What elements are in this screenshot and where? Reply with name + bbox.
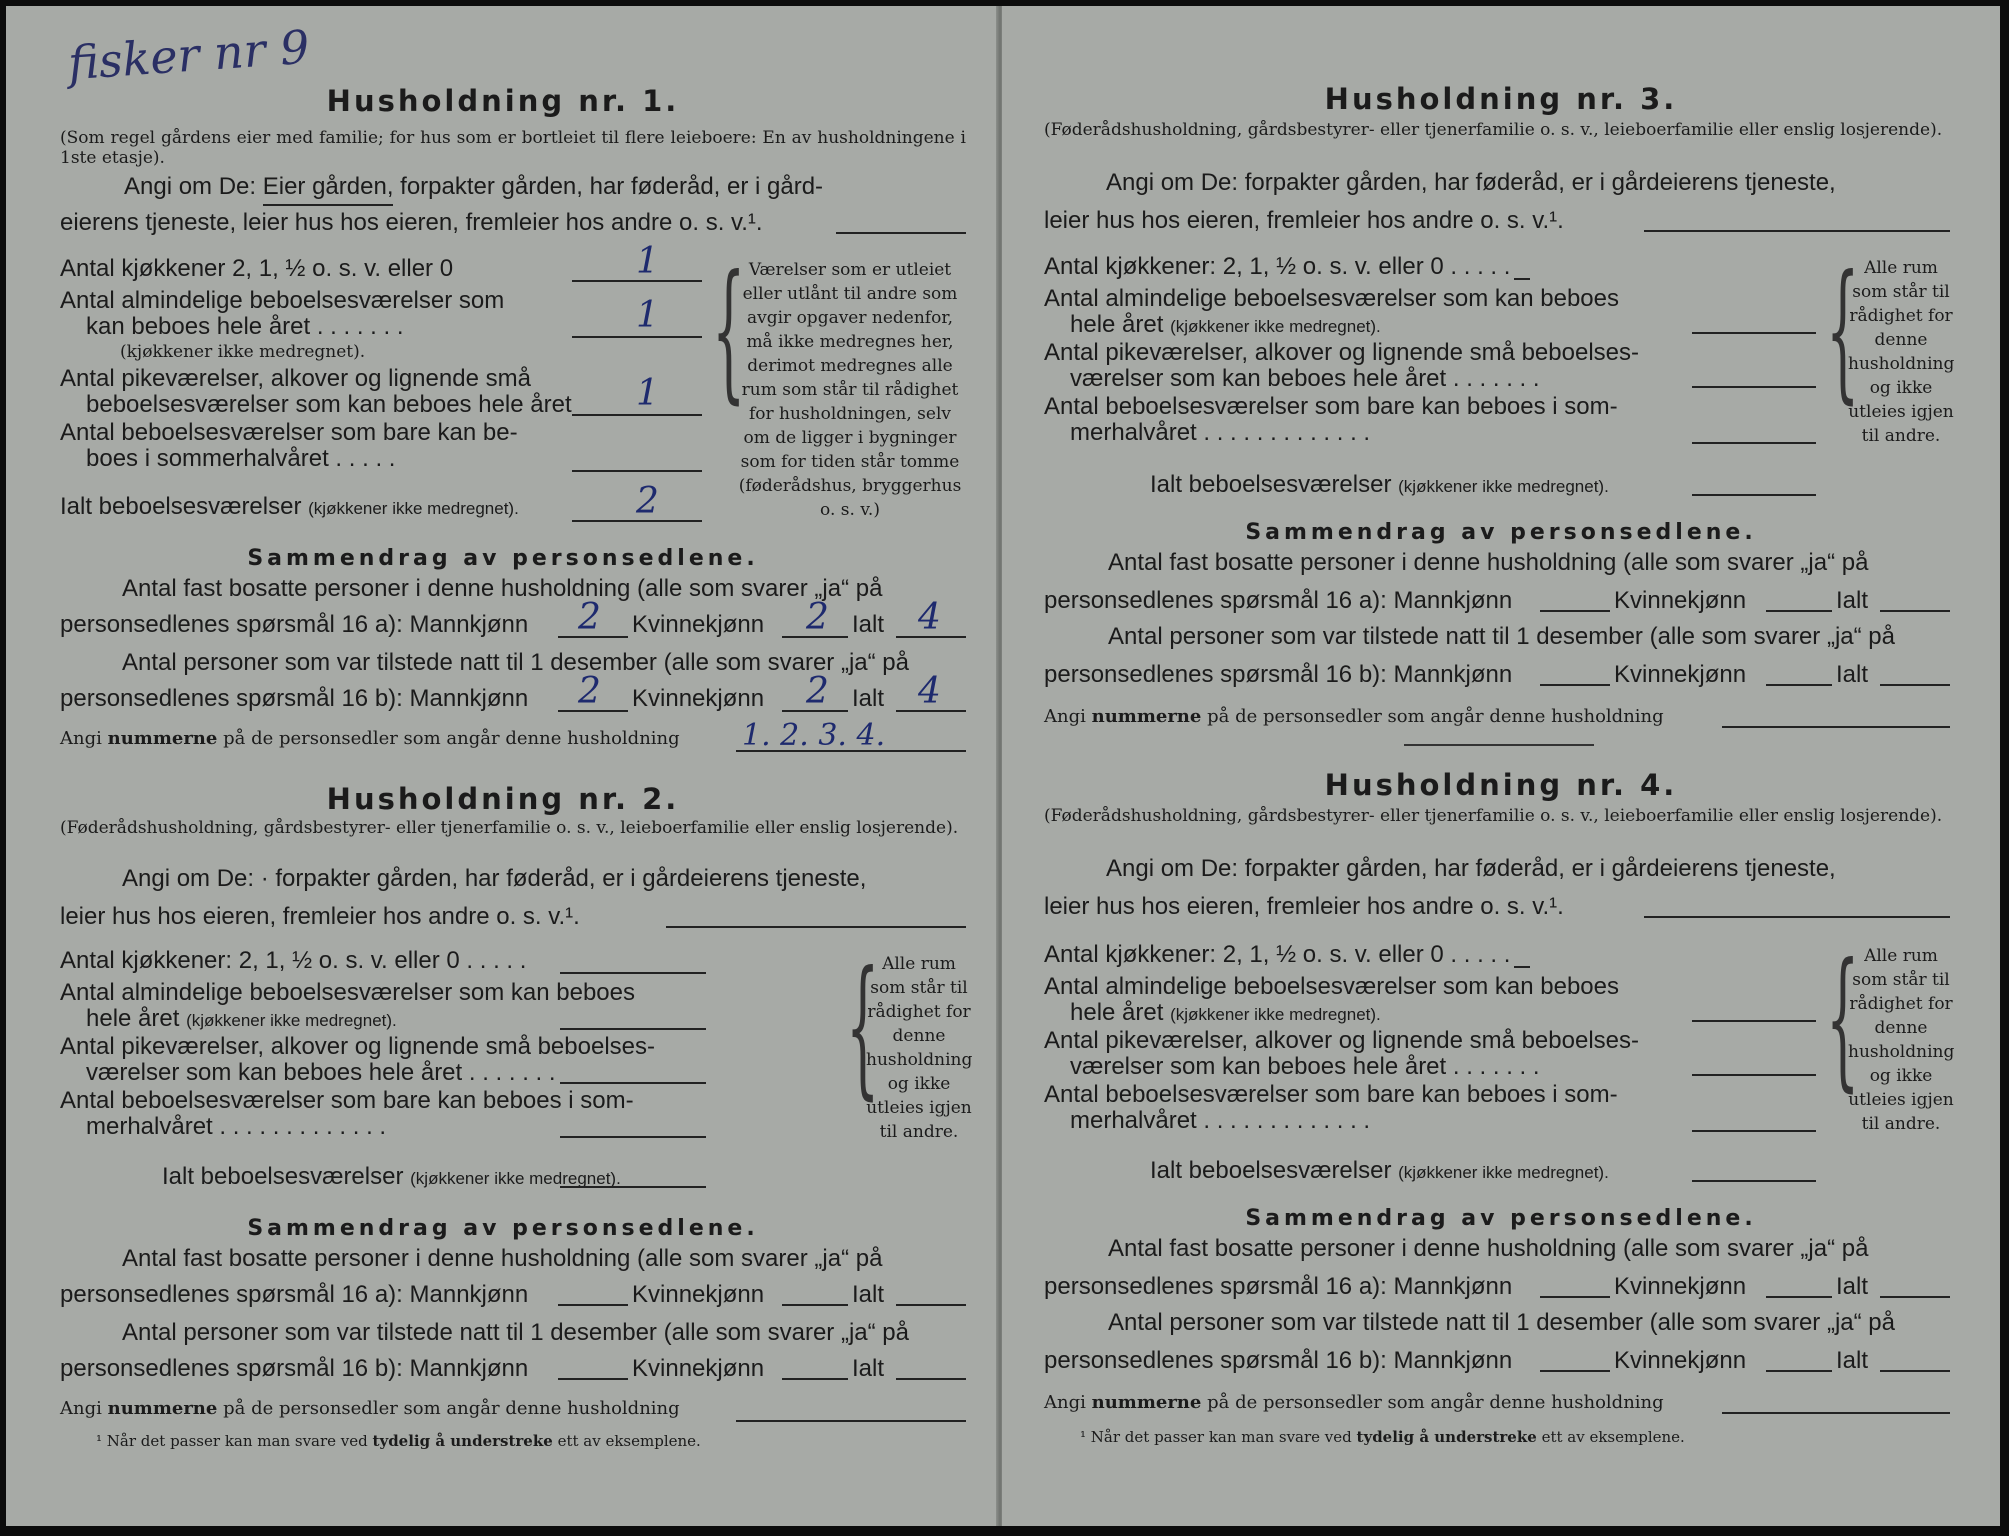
h1-angi-line1 <box>124 170 823 206</box>
h4-nummer-c: på de personsedler som angår denne husholdning <box>1207 1392 1664 1413</box>
h2-rooms-label-2b: (kjøkkener ikke medregnet). <box>186 1011 397 1030</box>
h1-fast-t-value: 4 <box>918 597 941 638</box>
h4-tilst-line2: personsedlenes spørsmål 16 b): Mannkjønn <box>1044 1347 1513 1374</box>
h3-maid-label-1: Antal pikeværelser, alkover og lignende små beboelses- <box>1044 339 1639 366</box>
h4-tilst-ialt-label: Ialt <box>1836 1347 1869 1374</box>
h4-fast-k-line <box>1766 1296 1832 1298</box>
h2-nummer-line <box>60 1398 680 1419</box>
h2-fast-k-line <box>782 1304 848 1306</box>
h1-tilst-kvinne-label: Kvinnekjønn <box>632 685 765 712</box>
h3-total-note: (kjøkkener ikke medregnet). <box>1398 477 1609 496</box>
h1-kitchens-label: Antal kjøkkener 2, 1, ½ o. s. v. eller 0 <box>60 255 454 282</box>
h2-kitchens-line <box>560 972 706 974</box>
h3-summer-line <box>1692 442 1816 444</box>
h4-kitchens-line <box>1514 966 1530 968</box>
h3-tilst-m-line <box>1540 684 1610 686</box>
h4-summary-title: Sammendrag av personsedlene. <box>1245 1206 1757 1231</box>
h4-rooms-label-2a: hele året <box>1070 999 1164 1026</box>
h3-tilst-line1: Antal personer som var tilstede natt til 1 desember (alle som svarer „ja“ på <box>1108 623 1895 650</box>
h2-nummer-line-fill <box>736 1420 966 1422</box>
h2-tilst-ialt-label: Ialt <box>852 1355 885 1382</box>
h4-angi-line1: Angi om De: forpakter gården, har føderåd, er i gårdeierens tjeneste, <box>1106 855 1836 882</box>
h1-total-text: Ialt beboelsesværelser <box>60 493 302 520</box>
left-page <box>6 6 1000 1526</box>
h3-fast-line2: personsedlenes spørsmål 16 a): Mannkjønn <box>1044 587 1513 614</box>
h2-fast-line1: Antal fast bosatte personer i denne husholdning (alle som svarer „ja“ på <box>122 1245 883 1272</box>
h1-angi-line-fill <box>836 232 966 234</box>
h1-total-note: (kjøkkener ikke medregnet). <box>308 499 519 518</box>
h1-nummer-c: på de personsedler som angår denne husholdning <box>223 728 680 749</box>
h2-summer-label-1: Antal beboelsesværelser som bare kan beboes i som- <box>60 1087 634 1114</box>
h4-nummer-line <box>1044 1392 1664 1413</box>
h2-tilst-m-line <box>558 1378 628 1380</box>
h4-footnote-b: tydelig å understreke <box>1356 1428 1537 1446</box>
h4-brace: { <box>1826 932 1860 1106</box>
h1-rooms-label-3: (kjøkkener ikke medregnet). <box>120 342 366 362</box>
h2-angi-line-fill <box>666 926 966 928</box>
h1-rooms-label-2: kan beboes hele året . . . . . . . <box>86 313 404 340</box>
h2-total-line <box>560 1186 706 1188</box>
h3-fast-line1: Antal fast bosatte personer i denne husholdning (alle som svarer „ja“ på <box>1108 549 1869 576</box>
h2-maid-line <box>560 1082 706 1084</box>
h2-nummer-c: på de personsedler som angår denne husholdning <box>223 1398 680 1419</box>
h3-tilst-kvinne-label: Kvinnekjønn <box>1614 661 1747 688</box>
h3-tilst-k-line <box>1766 684 1832 686</box>
h1-summer-label-2: boes i sommerhalvåret . . . . . <box>86 445 396 472</box>
h1-fast-ialt-label: Ialt <box>852 611 885 638</box>
h1-rooms-line <box>572 336 702 338</box>
h3-rooms-label-2a: hele året <box>1070 311 1164 338</box>
h4-rooms-label-2b: (kjøkkener ikke medregnet). <box>1170 1005 1381 1024</box>
h1-tilst-ialt-label: Ialt <box>852 685 885 712</box>
h1-angi-selected: Eier gården, <box>263 170 394 206</box>
h3-fast-t-line <box>1880 610 1950 612</box>
h2-summer-line <box>560 1136 706 1138</box>
h4-nummer-b: nummerne <box>1091 1392 1202 1413</box>
h3-rooms-line <box>1692 332 1816 334</box>
h2-footnote-c: ett av eksemplene. <box>557 1432 701 1450</box>
h1-summer-line <box>572 470 702 472</box>
h3-total-text: Ialt beboelsesværelser <box>1150 471 1392 498</box>
h4-tilst-k-line <box>1766 1370 1832 1372</box>
h1-nummer-line <box>60 728 680 749</box>
h1-total-label <box>60 494 519 522</box>
h3-nummer-c: på de personsedler som angår denne husholdning <box>1207 706 1664 727</box>
h3-rooms-label-1: Antal almindelige beboelsesværelser som kan beboes <box>1044 285 1619 312</box>
h4-maid-line <box>1692 1074 1816 1076</box>
h1-summer-label-1: Antal beboelsesværelser som bare kan be- <box>60 419 518 446</box>
h4-maid-label-2: værelser som kan beboes hele året . . . . . . . <box>1070 1053 1540 1080</box>
h3-fast-k-line <box>1766 610 1832 612</box>
h1-angi-prefix: Angi om De: <box>124 173 257 200</box>
h4-kitchens-label: Antal kjøkkener: 2, 1, ½ o. s. v. eller 0 . . . . . <box>1044 941 1511 968</box>
h3-nummer-a: Angi <box>1044 706 1086 727</box>
h4-summer-label-1: Antal beboelsesværelser som bare kan beboes i som- <box>1044 1081 1618 1108</box>
h4-footnote-c: ett av eksemplene. <box>1541 1428 1685 1446</box>
h1-nummer-value: 1. 2. 3. 4. <box>742 718 886 753</box>
h1-nummer-b: nummerne <box>107 728 218 749</box>
h3-tilst-line2: personsedlenes spørsmål 16 b): Mannkjønn <box>1044 661 1513 688</box>
section-divider <box>1404 744 1594 746</box>
h2-nummer-b: nummerne <box>107 1398 218 1419</box>
h4-summer-label-2: merhalvåret . . . . . . . . . . . . . <box>1070 1107 1371 1134</box>
h2-tilst-line1: Antal personer som var tilstede natt til 1 desember (alle som svarer „ja“ på <box>122 1319 909 1346</box>
h2-rooms-label-2a: hele året <box>86 1005 180 1032</box>
h4-maid-label-1: Antal pikeværelser, alkover og lignende små beboelses- <box>1044 1027 1639 1054</box>
h3-total-line <box>1692 494 1816 496</box>
h2-rooms-label-2 <box>86 1006 397 1034</box>
h1-tilst-k-value: 2 <box>806 671 829 712</box>
h2-footnote-a: ¹ Når det passer kan man svare ved <box>96 1432 368 1450</box>
h2-tilst-kvinne-label: Kvinnekjønn <box>632 1355 765 1382</box>
h1-angi-line2: eierens tjeneste, leier hus hos eieren, fremleier hos andre o. s. v.¹. <box>60 209 763 236</box>
h4-angi-line-fill <box>1644 916 1950 918</box>
h1-summary-title: Sammendrag av personsedlene. <box>247 546 759 571</box>
h2-title: Husholdning nr. 2. <box>326 782 680 816</box>
h4-nummer-line-fill <box>1722 1412 1950 1414</box>
h3-rooms-label-2b: (kjøkkener ikke medregnet). <box>1170 317 1381 336</box>
h1-fast-kvinne-label: Kvinnekjønn <box>632 611 765 638</box>
h1-angi-rest: forpakter gården, har føderåd, er i gård- <box>400 173 824 200</box>
h4-fast-line2: personsedlenes spørsmål 16 a): Mannkjønn <box>1044 1273 1513 1300</box>
h3-summer-label-1: Antal beboelsesværelser som bare kan beboes i som- <box>1044 393 1618 420</box>
h3-nummer-line-fill <box>1722 726 1950 728</box>
h1-fast-m-value: 2 <box>578 597 601 638</box>
h3-subtitle: (Føderådshusholdning, gårdsbestyrer- eller tjenerfamilie o. s. v., leieboerfamilie eller enslig losjerende). <box>1044 120 1943 140</box>
h3-brace-note: Alle rum som står til rådighet for denne husholdning og ikke utleies igjen til andre. <box>1848 258 1955 446</box>
h4-fast-ialt-label: Ialt <box>1836 1273 1869 1300</box>
h2-total-note: (kjøkkener ikke medregnet). <box>410 1169 621 1188</box>
h4-total-text: Ialt beboelsesværelser <box>1150 1157 1392 1184</box>
h4-total-line <box>1692 1180 1816 1182</box>
h3-tilst-t-line <box>1880 684 1950 686</box>
h3-angi-line-fill <box>1644 230 1950 232</box>
h2-fast-kvinne-label: Kvinnekjønn <box>632 1281 765 1308</box>
h2-summer-label-2: merhalvåret . . . . . . . . . . . . . <box>86 1113 387 1140</box>
h2-fast-t-line <box>896 1304 966 1306</box>
h1-brace-note: Værelser som er utleiet eller utlånt til andre som avgir opgaver nedenfor, må ikke medregnes her, derimot medregnes alle rum som står til rådighet for husholdningen, selv om de ligger i bygninger som for tiden står tomme (føderådshus, bryggerhus o. s. v.) <box>738 260 962 520</box>
h3-fast-kvinne-label: Kvinnekjønn <box>1614 587 1747 614</box>
h1-maid-label-2: beboelsesværelser som kan beboes hele året <box>86 391 572 418</box>
h3-kitchens-line <box>1514 278 1530 280</box>
h4-rooms-label-2 <box>1070 1000 1381 1028</box>
h4-footnote <box>1080 1428 1685 1446</box>
h1-subtitle: (Som regel gårdens eier med familie; for hus som er bortleiet til flere leieboere: En av husholdningene i 1ste etasje). <box>60 128 966 168</box>
h2-brace-note: Alle rum som står til rådighet for denne husholdning og ikke utleies igjen til andre. <box>866 954 973 1142</box>
h3-maid-line <box>1692 386 1816 388</box>
h4-total-note: (kjøkkener ikke medregnet). <box>1398 1163 1609 1182</box>
handwritten-stamp: fisker nr 9 <box>66 19 312 91</box>
h3-summer-label-2: merhalvåret . . . . . . . . . . . . . <box>1070 419 1371 446</box>
h2-footnote <box>96 1432 701 1450</box>
h4-title: Husholdning nr. 4. <box>1324 768 1678 802</box>
h3-title: Husholdning nr. 3. <box>1324 82 1678 116</box>
h3-summary-title: Sammendrag av personsedlene. <box>1245 520 1757 545</box>
h1-rooms-label-1: Antal almindelige beboelsesværelser som <box>60 287 505 314</box>
h4-fast-m-line <box>1540 1296 1610 1298</box>
h4-angi-line2: leier hus hos eieren, fremleier hos andre o. s. v.¹. <box>1044 893 1564 920</box>
h2-angi-line1: Angi om De: · forpakter gården, har føderåd, er i gårdeierens tjeneste, <box>122 865 867 892</box>
h3-nummer-line <box>1044 706 1664 727</box>
h2-nummer-a: Angi <box>60 1398 102 1419</box>
h4-fast-t-line <box>1880 1296 1950 1298</box>
h2-total-text: Ialt beboelsesværelser <box>162 1163 404 1190</box>
h1-rooms-value: 1 <box>636 295 659 336</box>
h4-tilst-m-line <box>1540 1370 1610 1372</box>
h2-fast-line2: personsedlenes spørsmål 16 a): Mannkjønn <box>60 1281 529 1308</box>
h4-tilst-line1: Antal personer som var tilstede natt til 1 desember (alle som svarer „ja“ på <box>1108 1309 1895 1336</box>
h4-rooms-line <box>1692 1020 1816 1022</box>
h4-fast-kvinne-label: Kvinnekjønn <box>1614 1273 1747 1300</box>
h2-brace: { <box>846 940 880 1114</box>
h2-rooms-line <box>560 1028 706 1030</box>
h2-fast-m-line <box>558 1304 628 1306</box>
h3-nummer-b: nummerne <box>1091 706 1202 727</box>
h3-angi-line1: Angi om De: forpakter gården, har føderåd, er i gårdeierens tjeneste, <box>1106 169 1836 196</box>
h1-maid-value: 1 <box>636 373 659 414</box>
h1-tilst-line1: Antal personer som var tilstede natt til 1 desember (alle som svarer „ja“ på <box>122 649 909 676</box>
h3-tilst-ialt-label: Ialt <box>1836 661 1869 688</box>
h1-maid-label-1: Antal pikeværelser, alkover og lignende små <box>60 365 531 392</box>
h2-maid-label-2: værelser som kan beboes hele året . . . . . . . <box>86 1059 556 1086</box>
h2-fast-ialt-label: Ialt <box>852 1281 885 1308</box>
h2-tilst-k-line <box>782 1378 848 1380</box>
h4-total-label <box>1150 1158 1609 1186</box>
h2-tilst-t-line <box>896 1378 966 1380</box>
h2-subtitle: (Føderådshusholdning, gårdsbestyrer- eller tjenerfamilie o. s. v., leieboerfamilie eller enslig losjerende). <box>60 818 959 838</box>
h2-angi-line2: leier hus hos eieren, fremleier hos andre o. s. v.¹. <box>60 903 580 930</box>
h4-nummer-a: Angi <box>1044 1392 1086 1413</box>
h3-total-label <box>1150 472 1609 500</box>
h3-fast-ialt-label: Ialt <box>1836 587 1869 614</box>
h2-rooms-label-1: Antal almindelige beboelsesværelser som kan beboes <box>60 979 635 1006</box>
h4-footnote-a: ¹ Når det passer kan man svare ved <box>1080 1428 1352 1446</box>
h2-total-label <box>162 1164 621 1192</box>
h1-fast-line1: Antal fast bosatte personer i denne husholdning (alle som svarer „ja“ på <box>122 575 883 602</box>
h1-tilst-t-value: 4 <box>918 671 941 712</box>
h1-title: Husholdning nr. 1. <box>326 84 680 118</box>
h1-total-value: 2 <box>636 481 659 522</box>
h2-footnote-b: tydelig å understreke <box>372 1432 553 1450</box>
h1-brace: { <box>712 244 746 418</box>
h2-summary-title: Sammendrag av personsedlene. <box>247 1216 759 1241</box>
h1-kitchens-value: 1 <box>636 241 659 282</box>
h3-brace: { <box>1826 244 1860 418</box>
h4-fast-line1: Antal fast bosatte personer i denne husholdning (alle som svarer „ja“ på <box>1108 1235 1869 1262</box>
h4-brace-note: Alle rum som står til rådighet for denne husholdning og ikke utleies igjen til andre. <box>1848 946 1955 1134</box>
h4-tilst-kvinne-label: Kvinnekjønn <box>1614 1347 1747 1374</box>
h1-fast-line2: personsedlenes spørsmål 16 a): Mannkjønn <box>60 611 529 638</box>
h2-maid-label-1: Antal pikeværelser, alkover og lignende små beboelses- <box>60 1033 655 1060</box>
h4-rooms-label-1: Antal almindelige beboelsesværelser som kan beboes <box>1044 973 1619 1000</box>
h4-summer-line <box>1692 1130 1816 1132</box>
h3-fast-m-line <box>1540 610 1610 612</box>
h2-kitchens-label: Antal kjøkkener: 2, 1, ½ o. s. v. eller 0 . . . . . <box>60 947 527 974</box>
h1-fast-k-value: 2 <box>806 597 829 638</box>
right-page <box>1002 6 2000 1526</box>
h1-tilst-m-value: 2 <box>578 671 601 712</box>
h1-maid-line <box>572 414 702 416</box>
h3-maid-label-2: værelser som kan beboes hele året . . . . . . . <box>1070 365 1540 392</box>
h3-kitchens-label: Antal kjøkkener: 2, 1, ½ o. s. v. eller 0 . . . . . <box>1044 253 1511 280</box>
h1-tilst-line2: personsedlenes spørsmål 16 b): Mannkjønn <box>60 685 529 712</box>
h2-tilst-line2: personsedlenes spørsmål 16 b): Mannkjønn <box>60 1355 529 1382</box>
h4-tilst-t-line <box>1880 1370 1950 1372</box>
h1-nummer-a: Angi <box>60 728 102 749</box>
h4-subtitle: (Føderådshusholdning, gårdsbestyrer- eller tjenerfamilie o. s. v., leieboerfamilie eller enslig losjerende). <box>1044 806 1943 826</box>
h3-rooms-label-2 <box>1070 312 1381 340</box>
h3-angi-line2: leier hus hos eieren, fremleier hos andre o. s. v.¹. <box>1044 207 1564 234</box>
